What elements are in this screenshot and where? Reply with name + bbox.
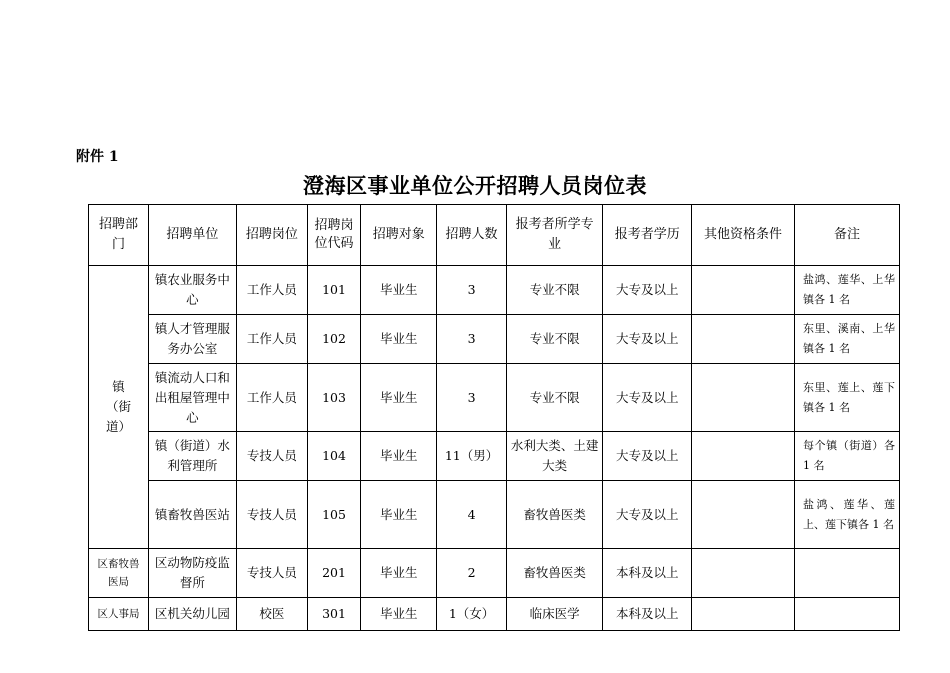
note-cell — [794, 549, 899, 598]
note-cell: 盐鸿、莲华、上华镇各 1 名 — [794, 266, 899, 315]
code-cell: 301 — [308, 598, 361, 631]
target-cell: 毕业生 — [361, 549, 437, 598]
unit-cell: 镇畜牧兽医站 — [149, 481, 237, 549]
edu-cell: 大专及以上 — [603, 266, 692, 315]
table-row — [89, 364, 900, 432]
count-cell: 11（男） — [437, 432, 506, 481]
header-position: 招聘岗位 — [236, 205, 307, 266]
other-cell — [692, 549, 795, 598]
header-target: 招聘对象 — [361, 205, 437, 266]
count-cell: 3 — [437, 364, 506, 432]
count-cell: 4 — [437, 481, 506, 549]
target-cell: 毕业生 — [361, 315, 437, 364]
header-count: 招聘人数 — [437, 205, 506, 266]
edu-cell: 本科及以上 — [603, 598, 692, 631]
code-cell: 105 — [308, 481, 361, 549]
target-cell: 毕业生 — [361, 432, 437, 481]
unit-cell: 镇农业服务中心 — [149, 266, 237, 315]
dept-cell: 区人事局 — [89, 598, 149, 631]
unit-cell: 区动物防疫监督所 — [149, 549, 237, 598]
table-header-row — [89, 205, 900, 266]
position-cell: 工作人员 — [236, 266, 307, 315]
unit-cell: 镇（街道）水利管理所 — [149, 432, 237, 481]
other-cell — [692, 481, 795, 549]
header-dept: 招聘部门 — [89, 205, 149, 266]
code-cell: 103 — [308, 364, 361, 432]
note-cell: 盐鸿、莲华、莲上、莲下镇各 1 名 — [794, 481, 899, 549]
edu-cell: 本科及以上 — [603, 549, 692, 598]
header-other: 其他资格条件 — [692, 205, 795, 266]
header-code: 招聘岗位代码 — [308, 205, 361, 266]
code-cell: 101 — [308, 266, 361, 315]
target-cell: 毕业生 — [361, 598, 437, 631]
header-note: 备注 — [794, 205, 899, 266]
unit-cell: 区机关幼儿园 — [149, 598, 237, 631]
target-cell: 毕业生 — [361, 266, 437, 315]
note-cell — [794, 598, 899, 631]
header-major: 报考者所学专业 — [506, 205, 603, 266]
table-row — [89, 266, 900, 315]
major-cell: 专业不限 — [506, 266, 603, 315]
edu-cell: 大专及以上 — [603, 481, 692, 549]
position-cell: 专技人员 — [236, 481, 307, 549]
code-cell: 201 — [308, 549, 361, 598]
major-cell: 畜牧兽医类 — [506, 481, 603, 549]
edu-cell: 大专及以上 — [603, 432, 692, 481]
document-title: 澄海区事业单位公开招聘人员岗位表 — [303, 173, 647, 198]
other-cell — [692, 364, 795, 432]
position-cell: 工作人员 — [236, 364, 307, 432]
table-row — [89, 481, 900, 549]
count-cell: 3 — [437, 266, 506, 315]
table-row — [89, 549, 900, 598]
other-cell — [692, 432, 795, 481]
target-cell: 毕业生 — [361, 364, 437, 432]
code-cell: 102 — [308, 315, 361, 364]
position-cell: 专技人员 — [236, 549, 307, 598]
position-cell: 专技人员 — [236, 432, 307, 481]
edu-cell: 大专及以上 — [603, 315, 692, 364]
other-cell — [692, 266, 795, 315]
count-cell: 1（女） — [437, 598, 506, 631]
count-cell: 3 — [437, 315, 506, 364]
target-cell: 毕业生 — [361, 481, 437, 549]
table-row — [89, 598, 900, 631]
edu-cell: 大专及以上 — [603, 364, 692, 432]
note-cell: 东里、莲上、莲下镇各 1 名 — [794, 364, 899, 432]
unit-cell: 镇人才管理服务办公室 — [149, 315, 237, 364]
dept-cell: 区畜牧兽医局 — [89, 549, 149, 598]
header-unit: 招聘单位 — [149, 205, 237, 266]
major-cell: 畜牧兽医类 — [506, 549, 603, 598]
code-cell: 104 — [308, 432, 361, 481]
attachment-label: 附件 1 — [76, 149, 119, 165]
table-row — [89, 315, 900, 364]
major-cell: 水利大类、土建大类 — [506, 432, 603, 481]
recruitment-table — [88, 204, 900, 631]
table-row — [89, 432, 900, 481]
note-cell: 东里、溪南、上华镇各 1 名 — [794, 315, 899, 364]
major-cell: 专业不限 — [506, 364, 603, 432]
position-cell: 工作人员 — [236, 315, 307, 364]
position-cell: 校医 — [236, 598, 307, 631]
major-cell: 临床医学 — [506, 598, 603, 631]
other-cell — [692, 598, 795, 631]
note-cell: 每个镇（街道）各 1 名 — [794, 432, 899, 481]
major-cell: 专业不限 — [506, 315, 603, 364]
header-edu: 报考者学历 — [603, 205, 692, 266]
unit-cell: 镇流动人口和出租屋管理中心 — [149, 364, 237, 432]
dept-cell: 镇（街道） — [89, 266, 149, 549]
count-cell: 2 — [437, 549, 506, 598]
other-cell — [692, 315, 795, 364]
